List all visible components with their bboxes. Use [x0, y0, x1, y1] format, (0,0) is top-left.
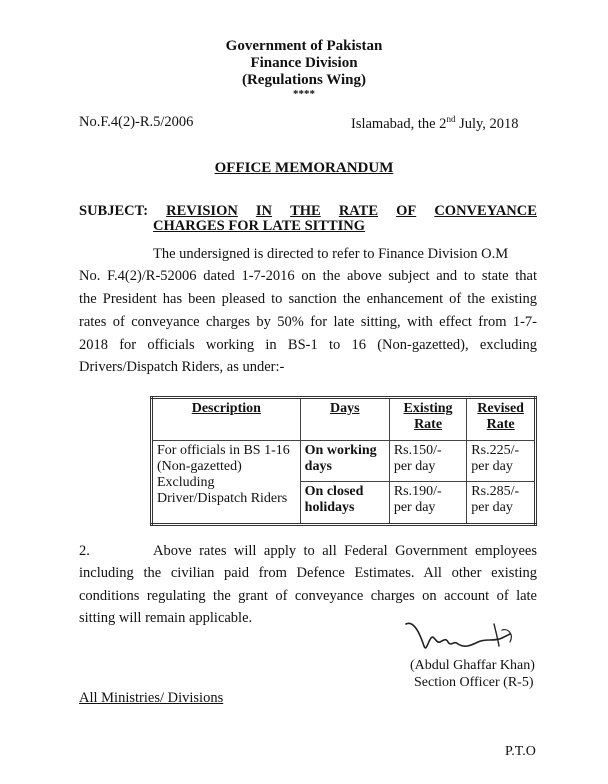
- subject-word: OF: [396, 203, 417, 219]
- subject-word: THE: [290, 203, 321, 219]
- cell-days: On working days: [300, 440, 389, 482]
- subject-label: SUBJECT:: [79, 203, 149, 219]
- header-line-government: Government of Pakistan: [225, 38, 383, 54]
- distribution-list: All Ministries/ Divisions: [79, 690, 224, 706]
- reference-number: No.F.4(2)-R.5/2006: [79, 114, 194, 130]
- place-date: [351, 114, 519, 133]
- cell-existing-rate: Rs.150/- per day: [389, 440, 466, 482]
- header-days: Days: [300, 398, 389, 441]
- para2-line: including the civilian paid from Defence Estimates. All other existing: [79, 565, 537, 581]
- header-revised-rate: Revised Rate: [467, 398, 536, 441]
- para1-line: Drivers/Dispatch Riders, as under:-: [79, 359, 285, 375]
- para1-line: No. F.4(2)/R-52006 dated 1-7-2016 on the above subject and to state that: [79, 268, 537, 284]
- rates-table: [150, 396, 537, 526]
- header-line-wing: (Regulations Wing): [241, 72, 367, 88]
- table-header-row: [152, 398, 536, 441]
- subject-word: IN: [255, 203, 273, 219]
- cell-description: For officials in BS 1-16 (Non-gazetted) Excluding Driver/Dispatch Riders: [152, 440, 301, 524]
- table-row: [152, 440, 536, 482]
- place-date-suffix: July, 2018: [455, 115, 519, 132]
- header-line-division: Finance Division: [250, 55, 358, 71]
- memorandum-title: OFFICE MEMORANDUM: [214, 160, 394, 176]
- pto-note: P.T.O: [505, 744, 536, 759]
- para2-line: conditions regulating the grant of conveyance charges on account of late: [79, 588, 537, 604]
- para2-number: 2.: [79, 543, 90, 559]
- place-date-prefix: Islamabad, the 2: [351, 115, 447, 132]
- para2-line: Above rates will apply to all Federal Government employees: [153, 543, 537, 559]
- para1-line: The undersigned is directed to refer to Finance Division O.M: [153, 246, 509, 262]
- cell-days: On closed holidays: [300, 482, 389, 525]
- signature-image: [398, 612, 530, 664]
- cell-revised-rate: Rs.225/- per day: [467, 440, 536, 482]
- subject-word: REVISION: [166, 203, 238, 219]
- header-stars: ****: [293, 88, 315, 100]
- signatory-name: (Abdul Ghaffar Khan): [410, 658, 535, 673]
- signatory-designation: Section Officer (R-5): [414, 675, 534, 690]
- para1-line: 2018 for officials working in BS-1 to 16 (Non-gazetted), excluding: [79, 337, 537, 353]
- header-existing-rate: Existing Rate: [389, 398, 466, 441]
- subject-word: RATE: [338, 203, 379, 219]
- cell-existing-rate: Rs.190/- per day: [389, 482, 466, 525]
- subject-word: CONVEYANCE: [434, 203, 537, 219]
- place-date-sup: nd: [446, 114, 456, 124]
- para2-line: sitting will remain applicable.: [79, 610, 253, 626]
- header-description: Description: [152, 398, 301, 441]
- cell-revised-rate: Rs.285/- per day: [467, 482, 536, 525]
- para1-line: the President has been pleased to sanction the enhancement of the existing: [79, 291, 537, 307]
- subject-line-2: CHARGES FOR LATE SITTING: [153, 218, 366, 234]
- para1-line: rates of conveyance charges by 50% for late sitting, with effect from 1-7-: [79, 314, 537, 330]
